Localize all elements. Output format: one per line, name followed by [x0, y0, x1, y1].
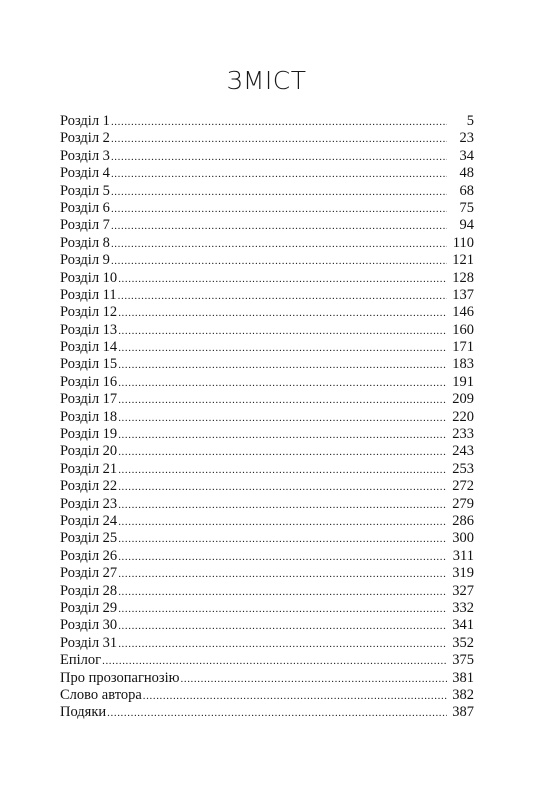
toc-entry-page: 183 — [452, 356, 474, 373]
toc-entry[interactable] — [60, 304, 474, 321]
dot-leader — [118, 444, 447, 461]
toc-entry-page: 48 — [459, 165, 474, 182]
toc-entry[interactable] — [60, 600, 474, 617]
toc-entry-label: Розділ 5 — [60, 182, 110, 199]
toc-entry-label: Розділ 31 — [60, 634, 118, 651]
toc-entry-label: Розділ 22 — [60, 478, 118, 495]
toc-entry-page: 146 — [452, 304, 474, 321]
toc-entry[interactable] — [60, 530, 474, 547]
toc-entry[interactable] — [60, 130, 474, 147]
toc-entry-label: Розділ 12 — [60, 304, 118, 321]
toc-entry-label: Розділ 27 — [60, 565, 118, 582]
toc-entry[interactable] — [60, 270, 474, 287]
dot-leader — [118, 427, 447, 444]
toc-entry-page: 137 — [452, 286, 474, 303]
toc-entry[interactable] — [60, 496, 474, 513]
dot-leader — [118, 618, 447, 635]
toc-entry-label: Розділ 11 — [60, 286, 117, 303]
toc-entry-page: 381 — [452, 669, 474, 686]
toc-entry-page: 191 — [452, 373, 474, 390]
toc-entry-label: Епілог — [60, 652, 102, 669]
dot-leader — [118, 549, 447, 566]
toc-entry-page: 327 — [452, 582, 474, 599]
toc-entry-page: 233 — [452, 426, 474, 443]
toc-entry-label: Розділ 3 — [60, 147, 110, 164]
toc-entry[interactable] — [60, 356, 474, 373]
toc-entry-label: Розділ 20 — [60, 443, 118, 460]
toc-entry-label: Розділ 14 — [60, 339, 118, 356]
dot-leader — [111, 114, 447, 131]
dot-leader — [111, 201, 447, 218]
toc-entry-page: 332 — [452, 599, 474, 616]
toc-entry[interactable] — [60, 252, 474, 269]
dot-leader — [181, 671, 448, 688]
toc-entry[interactable] — [60, 200, 474, 217]
toc-entry[interactable] — [60, 478, 474, 495]
dot-leader — [118, 392, 447, 409]
toc-entry-label: Розділ 25 — [60, 530, 118, 547]
toc-entry-page: 286 — [452, 512, 474, 529]
toc-entry-page: 300 — [452, 530, 474, 547]
toc-entry-page: 311 — [452, 547, 474, 564]
toc-entry-label: Розділ 21 — [60, 460, 118, 477]
toc-entry-page: 5 — [466, 113, 474, 129]
dot-leader — [111, 253, 447, 270]
toc-entry[interactable] — [60, 513, 474, 530]
dot-leader — [111, 218, 447, 235]
toc-entry-label: Розділ 17 — [60, 391, 118, 408]
toc-entry-label: Розділ 28 — [60, 582, 118, 599]
dot-leader — [111, 236, 447, 253]
toc-entry[interactable] — [60, 322, 474, 339]
toc-entry-page: 209 — [452, 391, 474, 408]
dot-leader — [118, 288, 447, 305]
toc-entry[interactable] — [60, 287, 474, 304]
toc-entry-label: Розділ 16 — [60, 373, 118, 390]
toc-entry-label: Розділ 6 — [60, 199, 110, 216]
toc-entry[interactable] — [60, 704, 474, 721]
toc-entry-label: Слово автора — [60, 686, 142, 703]
toc-entry[interactable] — [60, 217, 474, 234]
dot-leader — [118, 497, 447, 514]
toc-entry[interactable] — [60, 687, 474, 704]
dot-leader — [111, 166, 447, 183]
dot-leader — [118, 375, 447, 392]
toc-entry-page: 75 — [459, 199, 474, 216]
toc-entry-label: Розділ 7 — [60, 217, 110, 234]
toc-entry-label: Про прозопагнозію — [60, 669, 180, 686]
toc-entry-page: 375 — [452, 652, 474, 669]
toc-entry[interactable] — [60, 548, 474, 565]
toc-entry-page: 110 — [452, 234, 474, 251]
toc-entry[interactable] — [60, 183, 474, 200]
toc-entry-page: 243 — [452, 443, 474, 460]
toc-entry-page: 220 — [452, 408, 474, 425]
toc-entry-label: Розділ 8 — [60, 234, 110, 251]
toc-entry[interactable] — [60, 409, 474, 426]
toc-entry-label: Розділ 29 — [60, 599, 118, 616]
toc-entry[interactable] — [60, 443, 474, 460]
dot-leader — [118, 462, 447, 479]
toc-entry[interactable] — [60, 565, 474, 582]
dot-leader — [118, 636, 447, 653]
toc-entry-page: 341 — [452, 617, 474, 634]
toc-entry-page: 319 — [452, 565, 474, 582]
table-of-contents — [60, 113, 474, 722]
toc-entry-label: Розділ 9 — [60, 252, 110, 269]
dot-leader — [118, 584, 447, 601]
toc-entry-page: 171 — [452, 339, 474, 356]
dot-leader — [118, 305, 447, 322]
toc-entry-page: 272 — [452, 478, 474, 495]
toc-entry[interactable] — [60, 148, 474, 165]
toc-entry[interactable] — [60, 235, 474, 252]
toc-entry-label: Розділ 24 — [60, 512, 118, 529]
dot-leader — [107, 705, 447, 722]
toc-entry-page: 160 — [452, 321, 474, 338]
dot-leader — [111, 149, 447, 166]
toc-entry-label: Подяки — [60, 704, 107, 721]
toc-entry-label: Розділ 13 — [60, 321, 118, 338]
toc-entry-label: Розділ 19 — [60, 426, 118, 443]
dot-leader — [118, 410, 447, 427]
toc-entry[interactable] — [60, 165, 474, 182]
toc-entry-label: Розділ 23 — [60, 495, 118, 512]
dot-leader — [111, 184, 447, 201]
toc-entry[interactable] — [60, 426, 474, 443]
toc-entry[interactable] — [60, 617, 474, 634]
toc-entry-page: 352 — [452, 634, 474, 651]
toc-entry[interactable] — [60, 113, 474, 130]
toc-entry[interactable] — [60, 635, 474, 652]
toc-entry-label: Розділ 10 — [60, 269, 118, 286]
dot-leader — [111, 131, 447, 148]
dot-leader — [118, 357, 447, 374]
toc-entry[interactable] — [60, 339, 474, 356]
dot-leader — [143, 688, 447, 705]
dot-leader — [118, 271, 447, 288]
toc-entry-page: 121 — [452, 252, 474, 269]
toc-entry[interactable] — [60, 391, 474, 408]
toc-entry[interactable] — [60, 652, 474, 669]
dot-leader — [118, 514, 447, 531]
toc-entry-label: Розділ 1 — [60, 113, 110, 129]
toc-entry-label: Розділ 26 — [60, 547, 118, 564]
toc-entry[interactable] — [60, 583, 474, 600]
toc-entry[interactable] — [60, 374, 474, 391]
toc-entry-page: 253 — [452, 460, 474, 477]
toc-entry-label: Розділ 2 — [60, 130, 110, 147]
toc-entry-label: Розділ 4 — [60, 165, 110, 182]
dot-leader — [118, 601, 447, 618]
toc-entry-label: Розділ 15 — [60, 356, 118, 373]
dot-leader — [118, 340, 447, 357]
toc-entry[interactable] — [60, 461, 474, 478]
toc-entry-page: 34 — [459, 147, 474, 164]
toc-entry-page: 23 — [459, 130, 474, 147]
dot-leader — [118, 531, 447, 548]
dot-leader — [118, 479, 447, 496]
toc-entry-page: 68 — [459, 182, 474, 199]
toc-entry-page: 387 — [452, 704, 474, 721]
toc-entry-label: Розділ 18 — [60, 408, 118, 425]
toc-entry-label: Розділ 30 — [60, 617, 118, 634]
page-title: ЗМІСТ — [226, 66, 307, 95]
toc-entry-page: 128 — [452, 269, 474, 286]
toc-entry-page: 94 — [459, 217, 474, 234]
dot-leader — [118, 323, 447, 340]
dot-leader — [118, 566, 447, 583]
toc-entry-page: 279 — [452, 495, 474, 512]
toc-entry-page: 382 — [452, 686, 474, 703]
dot-leader — [102, 653, 447, 670]
toc-entry[interactable] — [60, 670, 474, 687]
